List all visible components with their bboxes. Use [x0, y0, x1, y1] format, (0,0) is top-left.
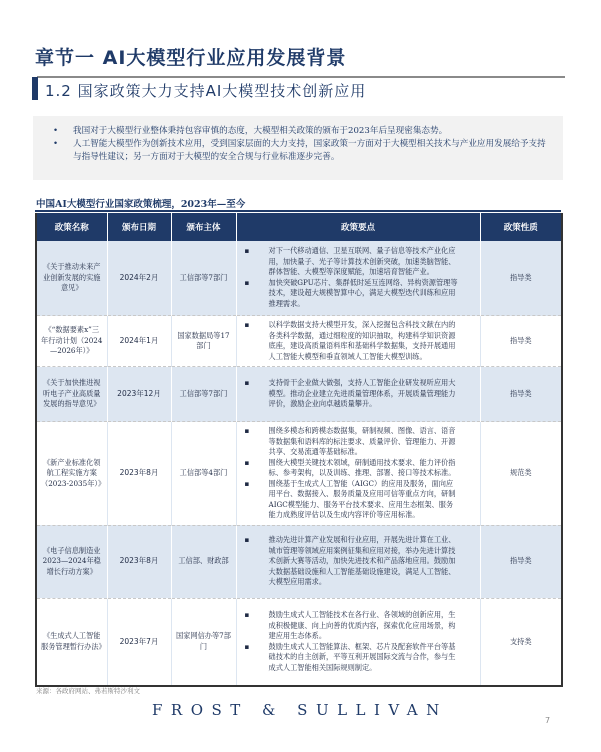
policy-date: 2023年12月 [107, 367, 171, 422]
bullet-icon: ▪ [244, 478, 250, 488]
policy-point [245, 535, 460, 588]
policy-point [245, 278, 460, 310]
policy-issuer: 工信部、财政部 [171, 525, 236, 598]
point-text: 围绕多模态和跨模态数据集，研制视频、图像、语言、语音等数据集和语料库的标注要求、质量评价、管理能力、开源共享、交易流通等基础标准。 [268, 426, 456, 456]
policy-points [236, 525, 480, 598]
column-header-points: 政策要点 [236, 214, 480, 241]
summary-text: 人工智能大模型作为创新技术应用，受到国家层面的大力支持，国家政策一方面对于大模型相关技术与产业应用发展给予支持与指导性建议；另一方面对于大模型的安全合规与行业标准逐步完善。 [73, 139, 546, 162]
policy-date: 2024年2月 [107, 241, 171, 316]
policy-issuer: 工信部等7部门 [171, 241, 236, 316]
policy-date: 2023年8月 [107, 525, 171, 598]
policy-date: 2023年7月 [107, 598, 171, 686]
policy-point [245, 642, 460, 674]
policy-points [236, 367, 480, 422]
bullet-icon: ▪ [244, 426, 250, 435]
policy-points [236, 316, 480, 367]
policy-point [245, 426, 460, 458]
bullet-icon: • [53, 139, 59, 149]
policy-name: 《生成式人工智能服务管理暂行办法》 [36, 598, 107, 686]
point-text: 鼓励生成式人工智能算法、框架、芯片及配套软件平台等基础技术的自主创新，平等互利开展国际交流与合作，参与生成式人工智能相关国际规则制定。 [268, 641, 456, 672]
source-note: 来源：各政府网站、弗若斯特沙利文 [36, 687, 140, 695]
table-row [36, 367, 562, 422]
policy-points [236, 598, 480, 686]
page-number: 7 [545, 716, 551, 725]
frost-sullivan-logo: FROST & SULLIVAN [152, 701, 448, 719]
title-divider [37, 76, 565, 78]
point-text: 支持骨干企业做大做强，支持人工智能企业研发视听应用大模型。推动企业建立先进质量管理体系，开展质量管理能力评价，激励企业向卓越质量攀升。 [268, 378, 456, 409]
policy-issuer: 国家数据局等17部门 [171, 316, 236, 367]
point-text: 加快突破GPU芯片、集群低时延互连网络、异构资源管理等技术，建设超大规模智算中心，满足大模型迭代训练和应用推理需求。 [268, 277, 458, 308]
summary-item [43, 125, 553, 138]
policy-point [245, 610, 460, 642]
policy-table [35, 213, 563, 687]
column-header-nature: 政策性质 [480, 214, 562, 241]
policy-name: 《电子信息制造业2023—2024年稳增长行动方案》 [36, 525, 107, 598]
policy-issuer: 工信部等7部门 [171, 367, 236, 422]
policy-nature: 支持类 [480, 598, 562, 686]
policy-name: 《“数据要素x”三年行动计划（2024—2026年）》 [36, 316, 107, 367]
policy-point [245, 378, 460, 410]
policy-nature: 规范类 [480, 422, 562, 526]
summary-box [33, 116, 563, 180]
bullet-icon: ▪ [244, 246, 250, 256]
policy-date: 2023年8月 [107, 422, 171, 526]
section-accent-bar [32, 77, 38, 100]
table-row [36, 525, 562, 598]
policy-point [245, 320, 460, 362]
table-row [36, 598, 562, 686]
point-text: 围绕基于生成式人工智能（AIGC）的应用及服务，面向应用平台、数据接入、服务质量及应用可信等重点方向，研制AIGC模型能力、服务平台技术要求、应用生态框架、服务能力成熟度评估以及生成内容评价等应用标准。 [268, 478, 456, 519]
column-header-date: 颁布日期 [107, 214, 171, 241]
point-text: 推动先进计算产业发展和行业应用，开展先进计算在工业、城市管理等领域应用案例征集和应用对接，举办先进计算技术创新大赛等活动，加快先进技术和产品落地应用。鼓励加大数据基础设施和人工智能基础设施建设，满足人工智能、大模型应用需求。 [268, 535, 456, 587]
summary-item [43, 138, 553, 164]
column-header-name: 政策名称 [36, 214, 107, 241]
bullet-icon: ▪ [244, 277, 250, 287]
column-header-issuer: 颁布主体 [171, 214, 236, 241]
point-text: 对下一代移动通信、卫星互联网、量子信息等技术产业化应用，加快量子、光子等计算技术创新突破，加速类脑智能、群体智能、大模型等深度赋能，加速培育智能产业。 [268, 246, 456, 277]
policy-name: 《新产业标准化领航工程实施方案（2023-2035年）》 [36, 422, 107, 526]
bullet-icon: ▪ [244, 535, 250, 545]
table-caption: 中国AI大模型行业国家政策梳理，2023年—至今 [36, 199, 246, 210]
policy-nature: 指导类 [480, 316, 562, 367]
policy-issuer: 国家网信办等7部门 [171, 598, 236, 686]
summary-text: 我国对于大模型行业整体秉持包容审慎的态度，大模型相关政策的颁布于2023年后呈现密集态势。 [73, 126, 448, 136]
policy-point [245, 479, 460, 521]
bullet-icon: ▪ [244, 378, 250, 388]
policy-points [236, 241, 480, 316]
caption-divider [35, 210, 561, 212]
policy-name: 《关于加快推进视听电子产业高质量发展的指导意见》 [36, 367, 107, 422]
bullet-icon: • [53, 126, 59, 136]
table-row [36, 241, 562, 316]
policy-point [245, 458, 460, 479]
policy-point [245, 246, 460, 278]
policy-nature: 指导类 [480, 367, 562, 422]
bullet-icon: ▪ [244, 610, 250, 620]
point-text: 以科学数据支持大模型开发，深入挖掘包含科技文献在内的各类科学数据，通过细粒度的知识抽取，构建科学知识资源底座，建设高质量语料库和基础科学数据集，支持开展通用人工智能大模型和垂直领域人工智能大模型训练。 [268, 320, 456, 361]
policy-issuer: 工信部等4部门 [171, 422, 236, 526]
point-text: 鼓励生成式人工智能技术在各行业、各领域的创新应用，生成积极健康、向上向善的优质内容，探索优化应用场景，构建应用生态体系。 [268, 610, 456, 641]
chapter-title: 章节一 AI大模型行业应用发展背景 [35, 47, 347, 69]
policy-nature: 指导类 [480, 525, 562, 598]
bullet-icon: ▪ [244, 641, 250, 651]
point-text: 围绕大模型关键技术领域，研制通用技术要求、能力评价指标、参考架构，以及训练、推理、部署、接口等技术标准。 [268, 457, 456, 477]
policy-name: 《关于推动未来产业创新发展的实施意见》 [36, 241, 107, 316]
section-title: 1.2 国家政策大力支持AI大模型技术创新应用 [45, 82, 367, 100]
table-row [36, 422, 562, 526]
bullet-icon: ▪ [244, 320, 250, 329]
policy-nature: 指导类 [480, 241, 562, 316]
policy-points [236, 422, 480, 526]
table-header-row [36, 214, 562, 241]
bullet-icon: ▪ [244, 457, 250, 467]
table-row [36, 316, 562, 367]
policy-date: 2024年1月 [107, 316, 171, 367]
